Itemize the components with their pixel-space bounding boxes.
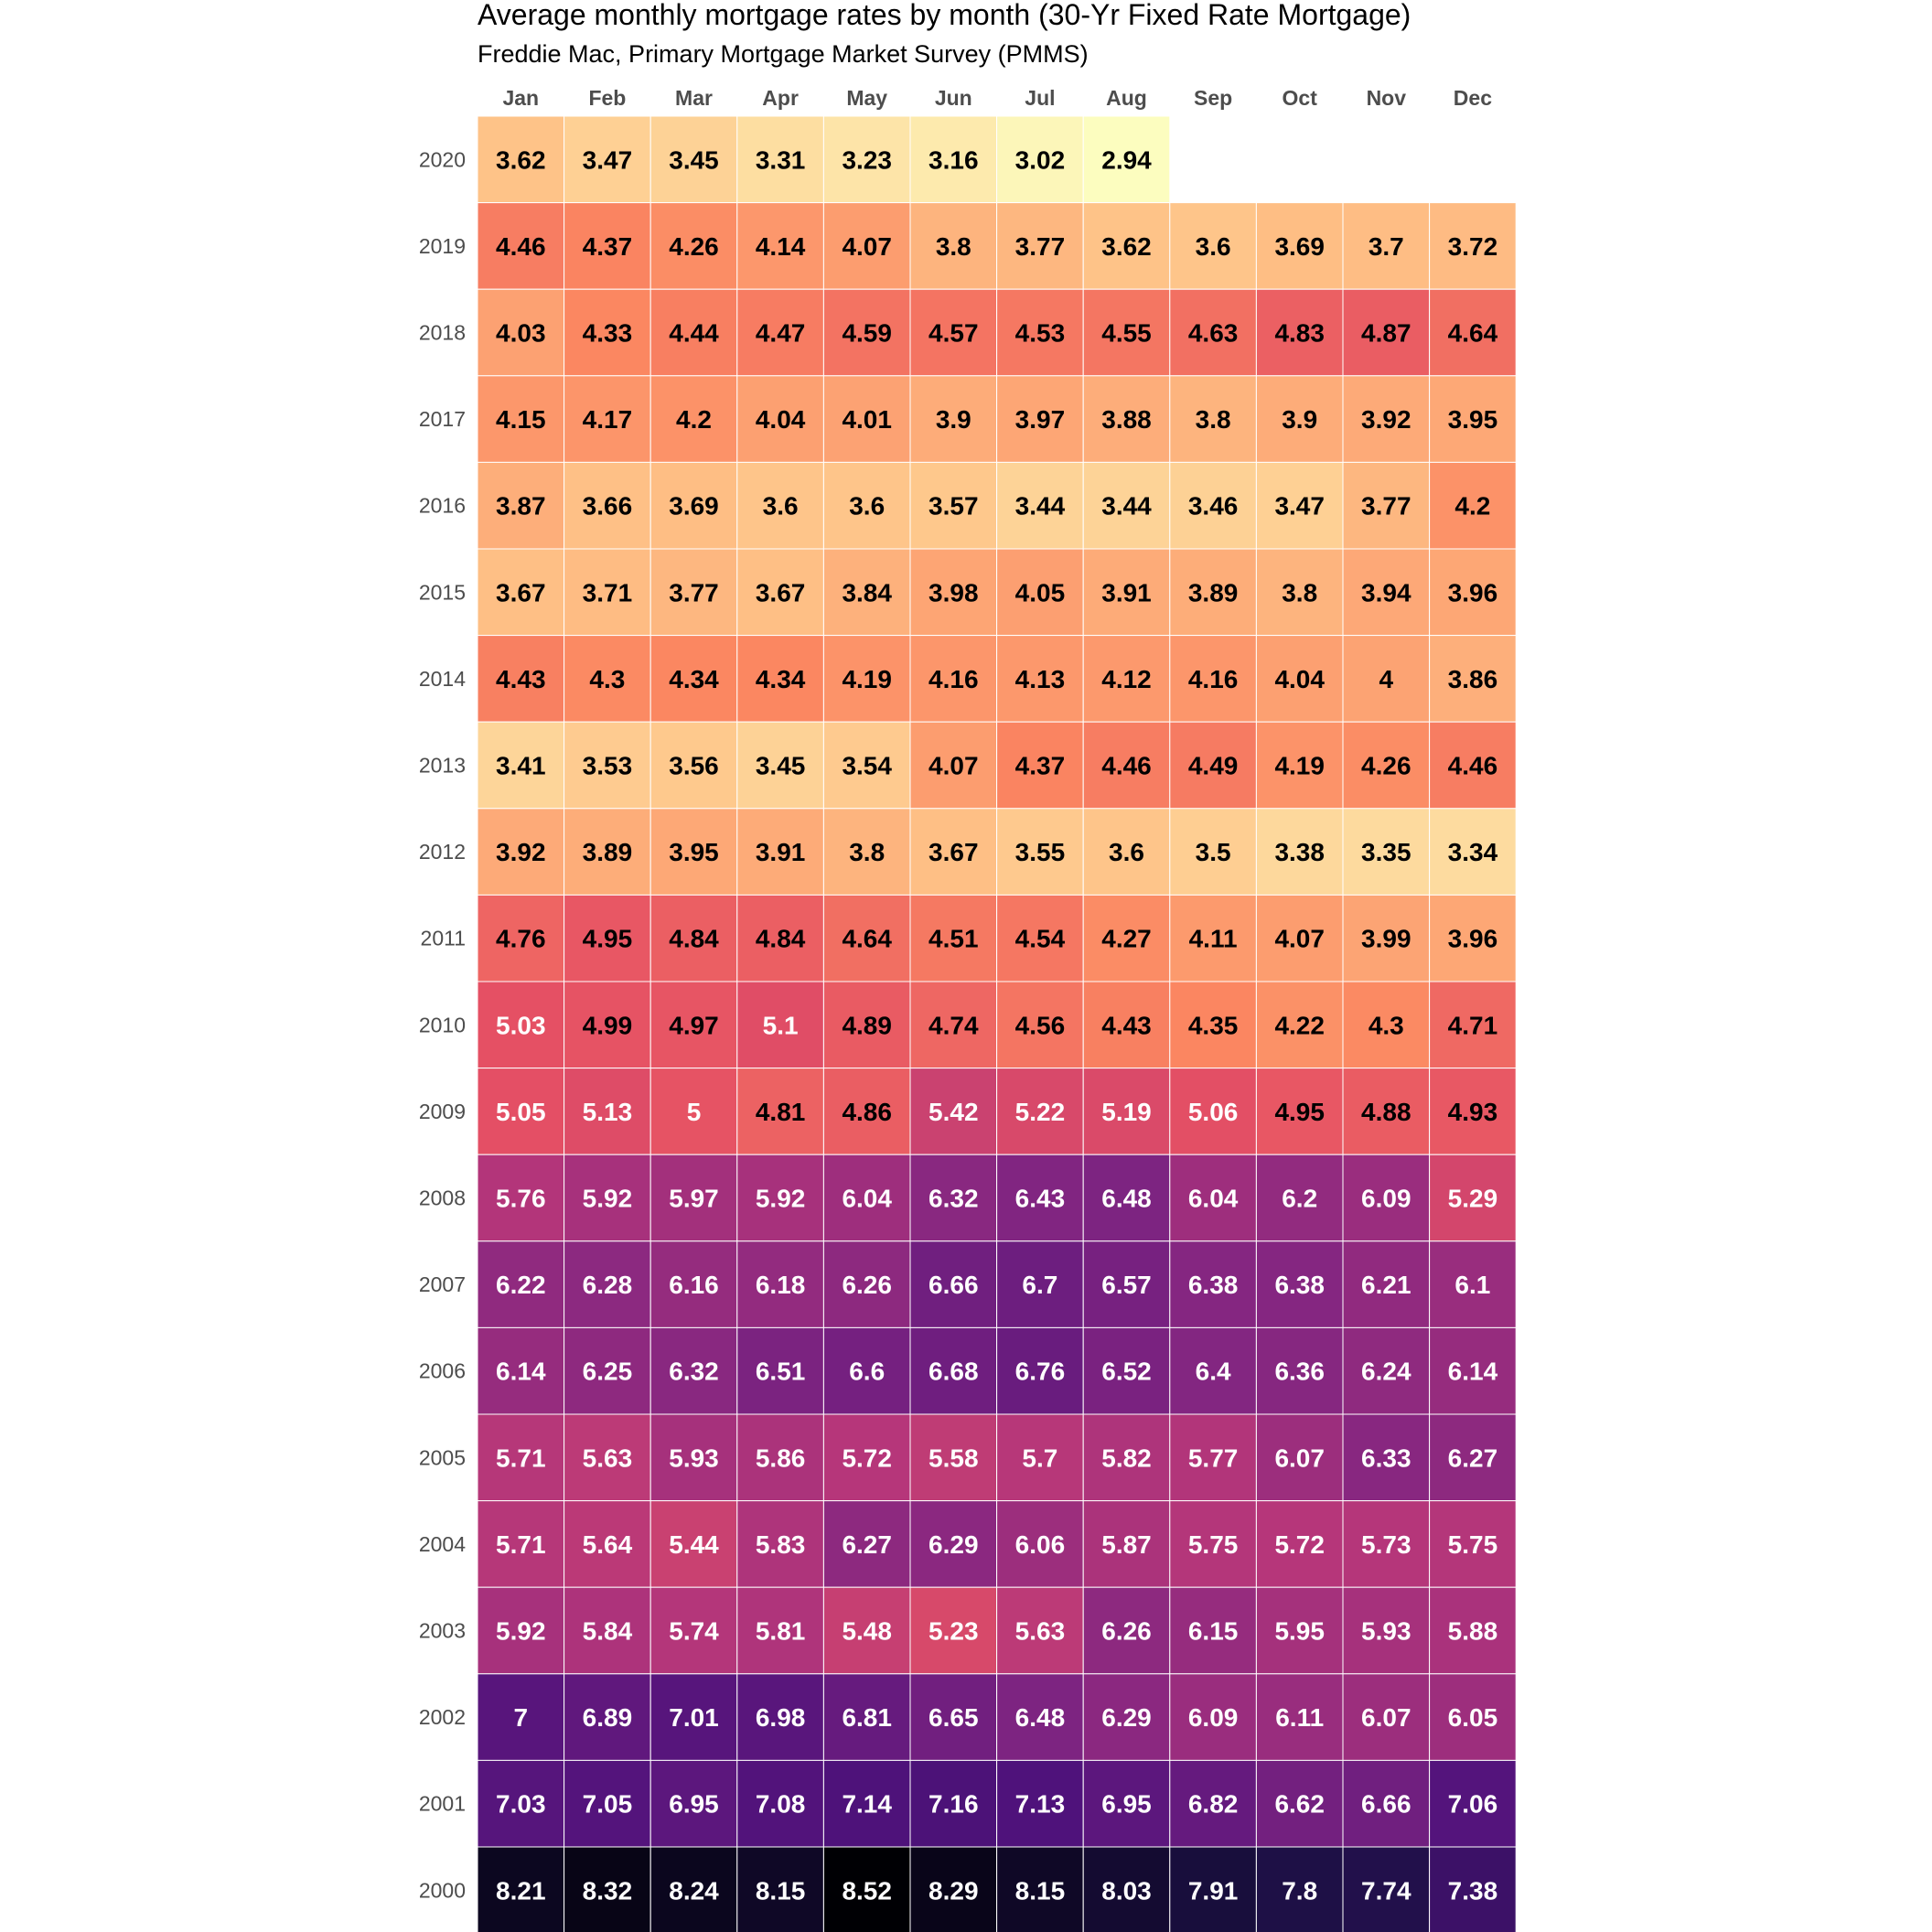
cell-value-2007-jul: 6.7 [1022,1271,1058,1300]
cell-value-2002-sep: 6.09 [1187,1703,1239,1733]
year-label-2017: 2017 [418,407,466,432]
cell-value-2003-feb: 5.84 [582,1616,633,1646]
cell-value-2005-jun: 5.58 [928,1444,979,1473]
cell-value-2015-dec: 3.96 [1447,578,1498,607]
year-label-2005: 2005 [418,1445,466,1470]
cell-value-2018-aug: 4.55 [1101,318,1152,348]
month-label-may: May [846,86,888,110]
cell-value-2011-aug: 4.27 [1101,924,1152,953]
cell-value-2004-oct: 5.72 [1274,1530,1325,1559]
cell-value-2006-jun: 6.68 [928,1357,979,1386]
cell-value-2011-mar: 4.84 [669,924,719,953]
cell-value-2011-feb: 4.95 [582,924,633,953]
month-axis-labels [502,86,1492,110]
cell-value-2004-nov: 5.73 [1361,1530,1411,1559]
cell-value-2010-jul: 4.56 [1014,1011,1066,1040]
cell-value-2014-jul: 4.13 [1014,664,1066,693]
cell-value-2012-aug: 3.6 [1109,838,1144,867]
cell-value-2008-jun: 6.32 [928,1184,979,1213]
cell-value-2019-may: 4.07 [842,231,892,261]
cell-value-2005-may: 5.72 [842,1444,892,1473]
cell-value-2002-jul: 6.48 [1014,1703,1066,1733]
cell-value-2003-jul: 5.63 [1014,1616,1066,1646]
cell-value-2007-dec: 6.1 [1454,1271,1491,1300]
cell-value-2007-aug: 6.57 [1101,1271,1152,1300]
cell-value-2017-aug: 3.88 [1101,405,1152,435]
year-label-2014: 2014 [418,666,466,691]
cell-value-2011-may: 4.64 [842,924,892,953]
cell-value-2004-feb: 5.64 [582,1530,633,1559]
cell-value-2010-dec: 4.71 [1447,1011,1498,1040]
cell-value-2001-jul: 7.13 [1014,1789,1066,1819]
cell-value-2019-nov: 3.7 [1368,231,1404,261]
month-label-jun: Jun [934,86,972,110]
year-label-2019: 2019 [418,233,466,258]
cell-value-2007-nov: 6.21 [1361,1271,1411,1300]
cell-value-2005-aug: 5.82 [1101,1444,1152,1473]
cell-value-2004-jun: 6.29 [928,1530,979,1559]
cell-value-2008-sep: 6.04 [1187,1184,1239,1213]
cell-value-2015-jan: 3.67 [496,578,546,607]
cell-value-2009-jul: 5.22 [1014,1097,1066,1126]
cell-value-2019-feb: 4.37 [582,231,633,261]
cell-value-2019-oct: 3.69 [1274,231,1325,261]
cell-value-2010-jun: 4.74 [928,1011,979,1040]
cell-value-2011-jan: 4.76 [496,924,546,953]
cell-value-2003-sep: 6.15 [1187,1616,1239,1646]
month-label-apr: Apr [762,86,799,110]
cell-value-2006-dec: 6.14 [1447,1357,1498,1386]
cell-value-2002-nov: 6.07 [1361,1703,1411,1733]
cell-value-2016-apr: 3.6 [762,491,799,521]
cell-value-2020-may: 3.23 [842,145,892,175]
cell-value-2001-jan: 7.03 [496,1789,546,1819]
cell-value-2000-jan: 8.21 [496,1876,546,1905]
cell-value-2006-nov: 6.24 [1361,1357,1411,1386]
cell-value-2015-may: 3.84 [842,578,892,607]
cell-value-2003-dec: 5.88 [1447,1616,1498,1646]
chart-subtitle: Freddie Mac, Primary Mortgage Market Survey (PMMS) [478,40,1089,68]
cell-value-2014-aug: 4.12 [1101,664,1152,693]
cell-value-2013-jan: 3.41 [496,751,546,780]
cell-value-2019-apr: 4.14 [755,231,806,261]
cell-value-2020-apr: 3.31 [755,145,806,175]
year-label-2011: 2011 [420,926,466,950]
cell-value-2005-feb: 5.63 [582,1444,633,1473]
cell-value-2001-may: 7.14 [842,1789,892,1819]
cell-value-2020-aug: 2.94 [1101,145,1152,175]
cell-value-2007-mar: 6.16 [669,1271,719,1300]
cell-value-2008-jul: 6.43 [1014,1184,1066,1213]
year-label-2015: 2015 [418,580,466,605]
cell-value-2009-apr: 4.81 [755,1097,806,1126]
cell-value-2018-jun: 4.57 [928,318,979,348]
cell-value-2009-aug: 5.19 [1101,1097,1152,1126]
cell-value-2018-jul: 4.53 [1014,318,1066,348]
cell-value-2017-jan: 4.15 [496,405,546,435]
cell-value-2014-oct: 4.04 [1274,664,1325,693]
year-label-2008: 2008 [418,1186,466,1210]
cell-value-2002-oct: 6.11 [1275,1703,1325,1733]
year-label-2010: 2010 [418,1013,466,1037]
cell-value-2014-apr: 4.34 [755,664,806,693]
cell-value-2016-feb: 3.66 [582,491,633,521]
cell-value-2019-jul: 3.77 [1014,231,1066,261]
cell-value-2002-mar: 7.01 [669,1703,719,1733]
cell-value-2003-oct: 5.95 [1274,1616,1325,1646]
cell-value-2007-may: 6.26 [842,1271,892,1300]
month-label-jul: Jul [1025,86,1056,110]
cell-value-2010-oct: 4.22 [1274,1011,1325,1040]
cell-value-2013-apr: 3.45 [755,751,806,780]
cell-value-2017-oct: 3.9 [1282,405,1318,435]
cell-value-2019-aug: 3.62 [1101,231,1152,261]
cell-value-2000-apr: 8.15 [755,1876,806,1905]
year-label-2001: 2001 [418,1791,466,1816]
cell-value-2010-nov: 4.3 [1368,1011,1404,1040]
cell-value-2007-jan: 6.22 [496,1271,546,1300]
cell-value-2000-feb: 8.32 [582,1876,633,1905]
cell-value-2011-sep: 4.11 [1188,924,1238,953]
cell-value-2015-apr: 3.67 [755,578,806,607]
cell-value-2017-feb: 4.17 [582,405,633,435]
cell-value-2005-sep: 5.77 [1187,1444,1239,1473]
cell-value-2015-oct: 3.8 [1282,578,1318,607]
cell-value-2015-nov: 3.94 [1361,578,1411,607]
cell-value-2011-jun: 4.51 [928,924,979,953]
cell-value-2005-jan: 5.71 [496,1444,546,1473]
cell-value-2017-jun: 3.9 [935,405,971,435]
cell-value-2002-apr: 6.98 [755,1703,806,1733]
cell-value-2003-nov: 5.93 [1361,1616,1411,1646]
cell-value-2008-dec: 5.29 [1447,1184,1498,1213]
cell-value-2000-may: 8.52 [842,1876,892,1905]
cell-value-2012-nov: 3.35 [1361,838,1411,867]
cell-value-2006-sep: 6.4 [1195,1357,1231,1386]
cell-value-2016-mar: 3.69 [669,491,719,521]
cell-value-2016-may: 3.6 [849,491,886,521]
cell-value-2020-feb: 3.47 [582,145,633,175]
month-label-mar: Mar [675,86,713,110]
cell-value-2001-feb: 7.05 [582,1789,633,1819]
cell-value-2014-may: 4.19 [842,664,892,693]
cell-value-2003-mar: 5.74 [669,1616,719,1646]
cell-value-2019-jan: 4.46 [496,231,546,261]
cell-value-2016-sep: 3.46 [1187,491,1239,521]
cell-value-2011-dec: 3.96 [1447,924,1498,953]
cell-value-2011-nov: 3.99 [1361,924,1411,953]
year-label-2020: 2020 [418,147,466,172]
cell-value-2020-jun: 3.16 [928,145,979,175]
cell-value-2005-apr: 5.86 [755,1444,806,1473]
cell-value-2000-jun: 8.29 [928,1876,979,1905]
year-label-2009: 2009 [418,1099,466,1123]
year-label-2000: 2000 [418,1878,466,1903]
cell-value-2004-jan: 5.71 [496,1530,546,1559]
cell-value-2002-may: 6.81 [842,1703,892,1733]
cell-value-2002-jan: 7 [513,1703,529,1733]
cell-value-2006-oct: 6.36 [1274,1357,1325,1386]
cell-value-2012-jan: 3.92 [496,838,546,867]
cell-value-2015-feb: 3.71 [582,578,633,607]
cell-value-2012-jun: 3.67 [928,838,979,867]
cell-value-2011-oct: 4.07 [1274,924,1325,953]
cell-value-2006-mar: 6.32 [669,1357,719,1386]
heatmap-cells [478,116,1516,1932]
year-label-2012: 2012 [418,840,466,864]
cell-value-2010-sep: 4.35 [1187,1011,1239,1040]
cell-value-2016-aug: 3.44 [1101,491,1152,521]
cell-value-2001-nov: 6.66 [1361,1789,1411,1819]
year-label-2003: 2003 [418,1618,466,1643]
year-axis-labels [419,147,466,1902]
cell-value-2004-sep: 5.75 [1187,1530,1239,1559]
cell-value-2016-nov: 3.77 [1361,491,1411,521]
cell-value-2004-aug: 5.87 [1101,1530,1152,1559]
cell-value-2006-jul: 6.76 [1014,1357,1066,1386]
cell-value-2002-jun: 6.65 [928,1703,979,1733]
cell-value-2015-jun: 3.98 [928,578,979,607]
cell-value-2008-aug: 6.48 [1101,1184,1152,1213]
cell-value-2018-feb: 4.33 [582,318,633,348]
cell-value-2008-oct: 6.2 [1282,1184,1318,1213]
cell-value-2000-oct: 7.8 [1282,1876,1318,1905]
cell-value-2015-mar: 3.77 [669,578,719,607]
cell-value-2017-jul: 3.97 [1014,405,1066,435]
cell-value-2009-feb: 5.13 [582,1097,633,1126]
cell-value-2000-aug: 8.03 [1101,1876,1152,1905]
cell-value-2008-may: 6.04 [842,1184,892,1213]
cell-value-2007-sep: 6.38 [1187,1271,1239,1300]
cell-value-2010-apr: 5.1 [762,1011,799,1040]
cell-value-2013-mar: 3.56 [669,751,719,780]
cell-value-2008-jan: 5.76 [496,1184,546,1213]
cell-value-2013-jun: 4.07 [928,751,979,780]
cell-value-2005-jul: 5.7 [1022,1444,1058,1473]
cell-value-2019-jun: 3.8 [935,231,971,261]
cell-value-2014-mar: 4.34 [669,664,719,693]
cell-value-2004-jul: 6.06 [1014,1530,1066,1559]
cell-value-2012-feb: 3.89 [582,838,633,867]
cell-value-2001-jun: 7.16 [928,1789,979,1819]
cell-value-2009-dec: 4.93 [1447,1097,1498,1126]
cell-value-2018-mar: 4.44 [669,318,719,348]
cell-value-2006-jan: 6.14 [496,1357,546,1386]
cell-value-2012-may: 3.8 [849,838,886,867]
cell-value-2016-jan: 3.87 [496,491,546,521]
year-label-2016: 2016 [418,493,466,518]
cell-value-2006-aug: 6.52 [1101,1357,1152,1386]
cell-value-2008-apr: 5.92 [755,1184,806,1213]
year-label-2002: 2002 [418,1705,466,1730]
cell-value-2002-dec: 6.05 [1447,1703,1498,1733]
cell-value-2009-nov: 4.88 [1361,1097,1411,1126]
cell-value-2017-dec: 3.95 [1447,405,1498,435]
cell-value-2011-jul: 4.54 [1014,924,1066,953]
cell-value-2015-sep: 3.89 [1187,578,1239,607]
cell-value-2010-aug: 4.43 [1101,1011,1152,1040]
cell-value-2009-jan: 5.05 [496,1097,546,1126]
cell-value-2001-dec: 7.06 [1447,1789,1498,1819]
cell-value-2001-mar: 6.95 [669,1789,719,1819]
cell-value-2008-feb: 5.92 [582,1184,633,1213]
cell-value-2014-jan: 4.43 [496,664,546,693]
cell-value-2016-oct: 3.47 [1274,491,1325,521]
cell-value-2009-jun: 5.42 [928,1097,979,1126]
cell-value-2006-apr: 6.51 [755,1357,806,1386]
cell-value-2014-sep: 4.16 [1187,664,1239,693]
month-label-jan: Jan [502,86,540,110]
cell-value-2019-sep: 3.6 [1195,231,1231,261]
cell-value-2013-sep: 4.49 [1187,751,1239,780]
cell-value-2001-oct: 6.62 [1274,1789,1325,1819]
cell-value-2004-may: 6.27 [842,1530,892,1559]
cell-value-2006-feb: 6.25 [582,1357,633,1386]
cell-value-2007-apr: 6.18 [755,1271,806,1300]
cell-value-2004-apr: 5.83 [755,1530,806,1559]
cell-value-2013-dec: 4.46 [1447,751,1498,780]
cell-value-2018-oct: 4.83 [1274,318,1325,348]
year-label-2006: 2006 [418,1358,466,1383]
cell-value-2013-jul: 4.37 [1014,751,1066,780]
cell-value-2019-mar: 4.26 [669,231,719,261]
cell-value-2012-jul: 3.55 [1014,838,1066,867]
cell-value-2016-jun: 3.57 [928,491,979,521]
cell-value-2001-apr: 7.08 [755,1789,806,1819]
cell-value-2012-apr: 3.91 [755,838,806,867]
cell-value-2013-nov: 4.26 [1361,751,1411,780]
cell-value-2014-dec: 3.86 [1447,664,1498,693]
cell-value-2016-dec: 4.2 [1454,491,1491,521]
cell-value-2009-sep: 5.06 [1187,1097,1239,1126]
cell-value-2012-dec: 3.34 [1447,838,1498,867]
cell-value-2018-sep: 4.63 [1187,318,1239,348]
cell-value-2003-jan: 5.92 [496,1616,546,1646]
cell-value-2000-mar: 8.24 [669,1876,719,1905]
cell-value-2007-jun: 6.66 [928,1271,979,1300]
cell-value-2017-may: 4.01 [842,405,892,435]
cell-value-2010-may: 4.89 [842,1011,892,1040]
cell-value-2012-oct: 3.38 [1274,838,1325,867]
cell-value-2018-jan: 4.03 [496,318,546,348]
cell-value-2001-aug: 6.95 [1101,1789,1152,1819]
cell-value-2017-nov: 3.92 [1361,405,1411,435]
cell-value-2018-dec: 4.64 [1447,318,1498,348]
year-label-2013: 2013 [418,753,466,778]
cell-value-2009-mar: 5 [686,1097,702,1126]
cell-value-2000-jul: 8.15 [1014,1876,1066,1905]
cell-value-2001-sep: 6.82 [1187,1789,1239,1819]
cell-value-2006-may: 6.6 [849,1357,886,1386]
cell-value-2007-feb: 6.28 [582,1271,633,1300]
cell-value-2014-feb: 4.3 [589,664,626,693]
cell-value-2004-dec: 5.75 [1447,1530,1498,1559]
month-label-nov: Nov [1366,86,1407,110]
cell-value-2008-nov: 6.09 [1361,1184,1411,1213]
cell-value-2010-jan: 5.03 [496,1011,546,1040]
month-label-feb: Feb [588,86,627,110]
cell-value-2000-sep: 7.91 [1187,1876,1239,1905]
cell-value-2002-aug: 6.29 [1101,1703,1152,1733]
cell-value-2010-mar: 4.97 [669,1011,719,1040]
cell-value-2013-may: 3.54 [842,751,892,780]
month-label-oct: Oct [1282,86,1317,110]
cell-value-2016-jul: 3.44 [1014,491,1066,521]
month-label-sep: Sep [1194,86,1233,110]
cell-value-2018-may: 4.59 [842,318,892,348]
cell-value-2002-feb: 6.89 [582,1703,633,1733]
cell-value-2007-oct: 6.38 [1274,1271,1325,1300]
cell-value-2011-apr: 4.84 [755,924,806,953]
cell-value-2020-mar: 3.45 [669,145,719,175]
cell-value-2009-oct: 4.95 [1274,1097,1325,1126]
cell-value-2012-mar: 3.95 [669,838,719,867]
cell-value-2009-may: 4.86 [842,1097,892,1126]
cell-value-2017-mar: 4.2 [676,405,712,435]
cell-value-2004-mar: 5.44 [669,1530,719,1559]
cell-value-2015-jul: 4.05 [1014,578,1066,607]
cell-value-2005-oct: 6.07 [1274,1444,1325,1473]
cell-value-2010-feb: 4.99 [582,1011,633,1040]
cell-value-2014-jun: 4.16 [928,664,979,693]
cell-value-2005-dec: 6.27 [1447,1444,1498,1473]
cell-value-2012-sep: 3.5 [1195,838,1231,867]
cell-value-2013-oct: 4.19 [1274,751,1325,780]
cell-value-2018-nov: 4.87 [1361,318,1411,348]
cell-value-2003-apr: 5.81 [755,1616,806,1646]
year-label-2004: 2004 [418,1531,466,1556]
cell-value-2005-mar: 5.93 [669,1444,719,1473]
year-label-2007: 2007 [418,1272,466,1297]
cell-value-2017-sep: 3.8 [1195,405,1231,435]
cell-value-2015-aug: 3.91 [1101,578,1152,607]
month-label-aug: Aug [1106,86,1147,110]
chart-title: Average monthly mortgage rates by month (30-Yr Fixed Rate Mortgage) [478,0,1411,31]
cell-value-2019-dec: 3.72 [1447,231,1498,261]
cell-value-2003-jun: 5.23 [928,1616,979,1646]
cell-value-2014-nov: 4 [1379,664,1394,693]
year-label-2018: 2018 [418,320,466,345]
cell-value-2020-jul: 3.02 [1014,145,1066,175]
cell-value-2005-nov: 6.33 [1361,1444,1411,1473]
cell-value-2020-jan: 3.62 [496,145,546,175]
cell-value-2013-feb: 3.53 [582,751,633,780]
cell-value-2003-aug: 6.26 [1101,1616,1152,1646]
cell-value-2000-dec: 7.38 [1447,1876,1498,1905]
cell-value-2000-nov: 7.74 [1361,1876,1411,1905]
cell-value-2003-may: 5.48 [842,1616,892,1646]
month-label-dec: Dec [1453,86,1493,110]
cell-value-2018-apr: 4.47 [755,318,806,348]
cell-value-2008-mar: 5.97 [669,1184,719,1213]
cell-value-2013-aug: 4.46 [1101,751,1152,780]
cell-value-2017-apr: 4.04 [755,405,806,435]
